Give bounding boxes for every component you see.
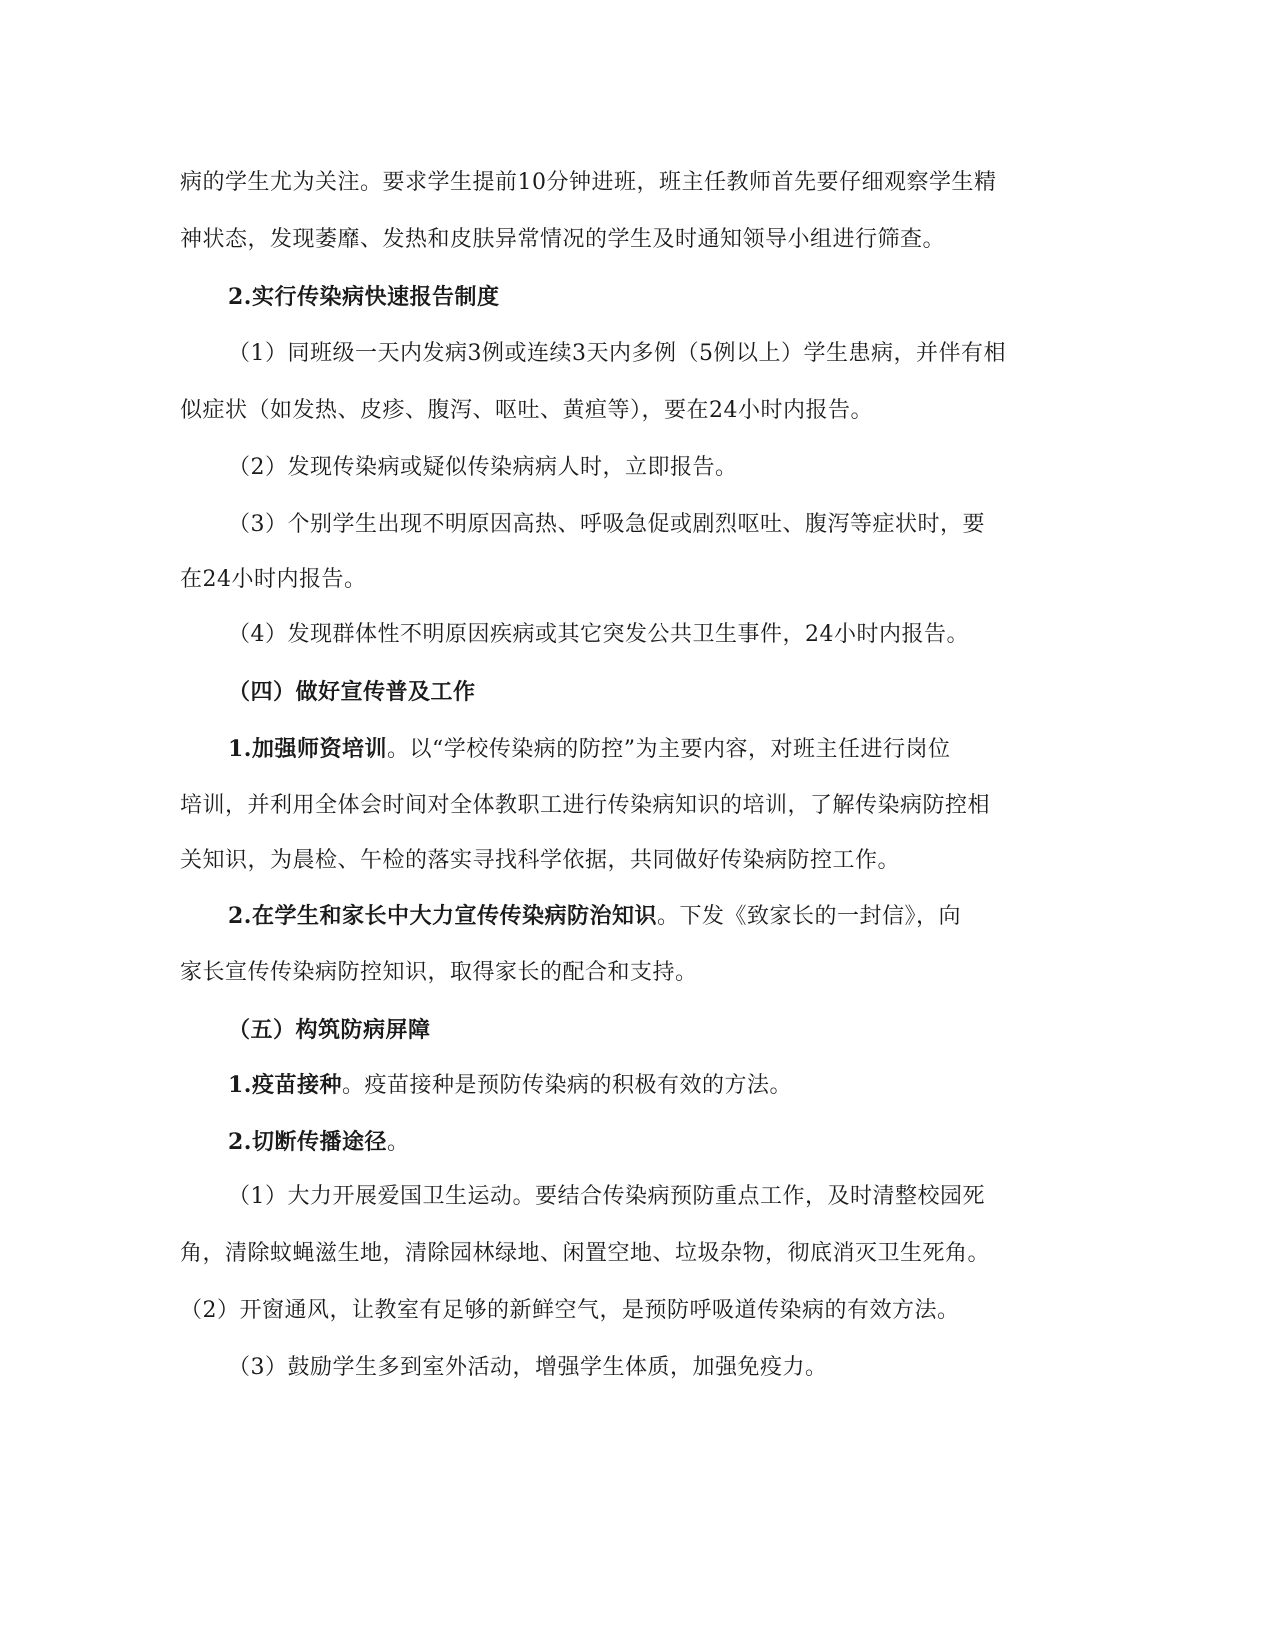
line-text: （1）同班级一天内发病3例或连续3天内多例（5例以上）学生患病，并伴有相 [228, 341, 1006, 366]
paragraph-line [180, 225, 945, 255]
paragraph-line [180, 1239, 990, 1269]
inline-heading: 1.加强师资培训 [228, 736, 387, 762]
line-text: 。疫苗接种是预防传染病的积极有效的方法。 [341, 1073, 792, 1098]
paragraph-line [180, 396, 873, 426]
section-heading [228, 282, 499, 312]
paragraph-line [228, 510, 985, 540]
paragraph-line [228, 339, 1006, 369]
line-text: （4）发现群体性不明原因疾病或其它突发公共卫生事件，24小时内报告。 [228, 622, 969, 647]
paragraph-line [228, 734, 950, 765]
paragraph-line [228, 1353, 828, 1383]
paragraph-line [180, 168, 997, 198]
inline-heading: 1.疫苗接种 [228, 1072, 342, 1098]
line-text: 。 [386, 1130, 410, 1155]
paragraph-line [228, 453, 738, 483]
line-text: 关知识，为晨检、午检的落实寻找科学依据，共同做好传染病防控工作。 [180, 848, 901, 873]
paragraph-line [228, 1182, 985, 1212]
line-text: 似症状（如发热、皮疹、腹泻、呕吐、黄疸等），要在24小时内报告。 [180, 398, 873, 423]
paragraph-line [180, 958, 698, 988]
heading-text: （四）做好宣传普及工作 [228, 679, 476, 705]
line-text: 。下发《致家长的一封信》，向 [656, 904, 961, 929]
paragraph-line [228, 1127, 409, 1158]
paragraph-line [180, 791, 990, 821]
line-text: 病的学生尤为关注。要求学生提前10分钟进班，班主任教师首先要仔细观察学生精 [180, 170, 997, 195]
inline-heading: 2.在学生和家长中大力宣传传染病防治知识 [228, 903, 657, 929]
line-text: （1）大力开展爱国卫生运动。要结合传染病预防重点工作，及时清整校园死 [228, 1184, 985, 1209]
line-text: （3）鼓励学生多到室外活动，增强学生体质，加强免疫力。 [228, 1355, 828, 1380]
paragraph-line [180, 1296, 960, 1326]
line-text: （2）发现传染病或疑似传染病病人时，立即报告。 [228, 455, 738, 480]
paragraph-line [180, 846, 900, 876]
paragraph-line [180, 565, 367, 595]
line-text: 培训，并利用全体会时间对全体教职工进行传染病知识的培训，了解传染病防控相 [180, 793, 991, 818]
line-text: 在24小时内报告。 [180, 567, 367, 592]
paragraph-line [228, 620, 969, 650]
line-text: 家长宣传传染病防控知识，取得家长的配合和支持。 [180, 960, 698, 985]
line-text: （2）开窗通风，让教室有足够的新鲜空气，是预防呼吸道传染病的有效方法。 [180, 1298, 960, 1323]
paragraph-line [228, 901, 961, 932]
paragraph-line [228, 1070, 792, 1101]
heading-text: 2.实行传染病快速报告制度 [228, 284, 500, 310]
heading-text: （五）构筑防病屏障 [228, 1017, 431, 1043]
section-heading [228, 677, 476, 707]
line-text: 角，清除蚊蝇滋生地，清除园林绿地、闲置空地、垃圾杂物，彻底消灭卫生死角。 [180, 1241, 991, 1266]
inline-heading: 2.切断传播途径 [228, 1129, 387, 1155]
line-text: 神状态，发现萎靡、发热和皮肤异常情况的学生及时通知领导小组进行筛查。 [180, 227, 946, 252]
line-text: （3）个别学生出现不明原因高热、呼吸急促或剧烈呕吐、腹泻等症状时，要 [228, 512, 985, 537]
section-heading [228, 1015, 431, 1045]
line-text: 。以“学校传染病的防控”为主要内容，对班主任进行岗位 [386, 737, 951, 762]
